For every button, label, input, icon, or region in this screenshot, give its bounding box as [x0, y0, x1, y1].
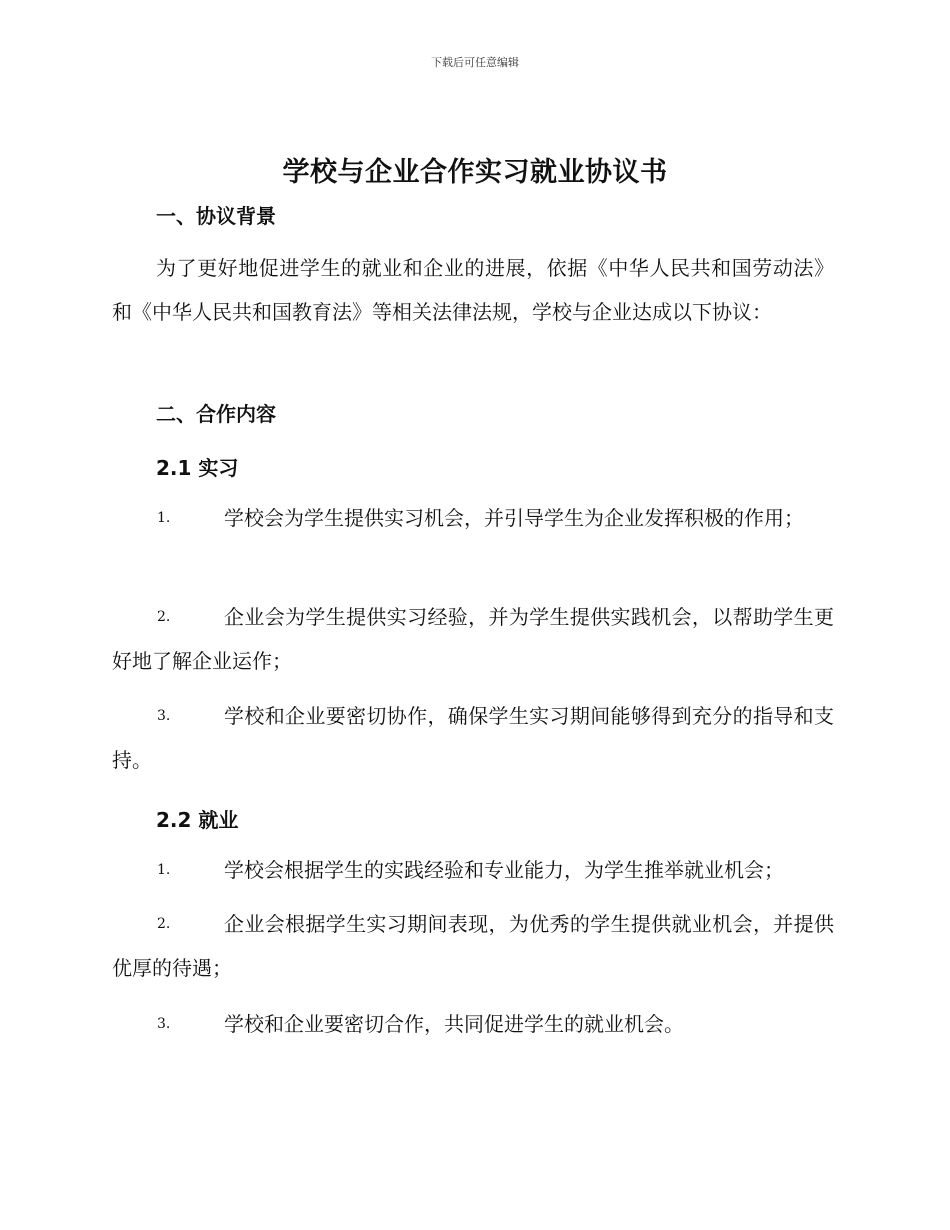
list-item: [112, 902, 834, 990]
list-item: [112, 496, 834, 540]
list-item-text: 学校和企业要密切合作，共同促进学生的就业机会。: [224, 1012, 684, 1036]
list-item: [112, 595, 834, 683]
subsection-heading-internship: 2.1 实习: [156, 456, 239, 480]
list-item-number: 2.: [157, 609, 171, 625]
list-item-number: 1.: [157, 510, 171, 526]
page-header-note: 下载后可任意编辑: [431, 56, 519, 69]
list-item-number: 2.: [157, 916, 171, 932]
section-heading-background: 一、协议背景: [156, 204, 276, 228]
list-item-text: 学校和企业要密切协作，确保学生实习期间能够得到充分的指导和支持。: [112, 704, 834, 772]
list-item-text: 学校会根据学生的实践经验和专业能力，为学生推举就业机会；: [224, 858, 784, 882]
list-item: [112, 1002, 834, 1046]
list-item-text: 企业会根据学生实习期间表现，为优秀的学生提供就业机会，并提供优厚的待遇；: [112, 912, 834, 980]
list-item-text: 学校会为学生提供实习机会，并引导学生为企业发挥积极的作用；: [224, 506, 804, 530]
list-item-text: 企业会为学生提供实习经验，并为学生提供实践机会，以帮助学生更好地了解企业运作；: [112, 605, 834, 673]
subsection-heading-employment: 2.2 就业: [156, 808, 239, 832]
list-item: [112, 848, 834, 892]
list-item-number: 3.: [157, 708, 171, 724]
list-item-number: 3.: [157, 1016, 171, 1032]
list-item-number: 1.: [157, 862, 171, 878]
section-heading-cooperation: 二、合作内容: [156, 402, 276, 426]
document-title: 学校与企业合作实习就业协议书: [282, 157, 668, 188]
background-paragraph: 为了更好地促进学生的就业和企业的进展，依据《中华人民共和国劳动法》和《中华人民共和国教育法》等相关法律法规，学校与企业达成以下协议：: [112, 256, 834, 324]
list-item: [112, 694, 834, 782]
